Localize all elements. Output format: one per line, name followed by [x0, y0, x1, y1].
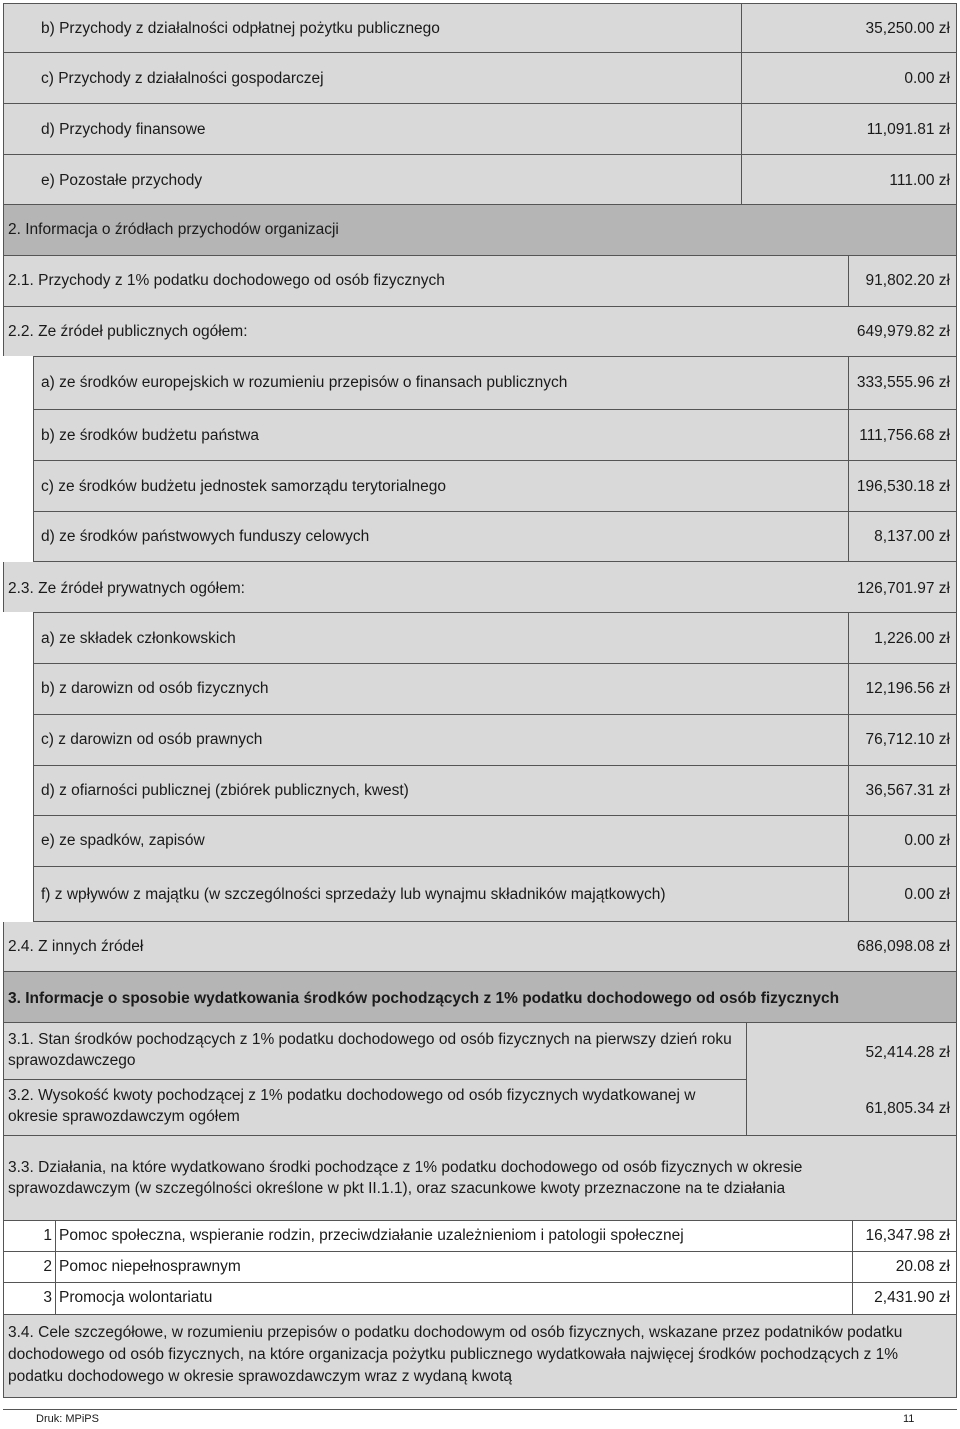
column-divider — [55, 1220, 56, 1315]
row-divider — [33, 663, 957, 664]
activity-number: 2 — [43, 1258, 52, 1275]
row-label: e) Pozostałe przychody — [41, 172, 203, 189]
row-divider — [33, 511, 957, 512]
row-value: 1,226.00 zł — [874, 630, 950, 647]
row-label: e) ze spadków, zapisów — [41, 832, 205, 849]
row-2-4 — [3, 922, 957, 971]
activity-value: 16,347.98 zł — [865, 1227, 950, 1244]
row-value: 12,196.56 zł — [865, 680, 950, 697]
activity-label: Pomoc niepełnosprawnym — [59, 1258, 241, 1275]
row-label: f) z wpływów z majątku (w szczególności sprzedaży lub wynajmu składników majątkowych) — [41, 886, 666, 903]
row-label: c) z darowizn od osób prawnych — [41, 731, 263, 748]
row-divider — [33, 866, 957, 867]
activity-label: Pomoc społeczna, wspieranie rodzin, przeciwdziałanie uzależnieniom i patologii społecznej — [59, 1227, 684, 1244]
row-divider — [3, 103, 957, 104]
column-divider — [852, 1220, 853, 1315]
row-label: a) ze składek członkowskich — [41, 630, 236, 647]
page-number: 11 — [903, 1413, 915, 1425]
items-2-3-block — [33, 612, 957, 922]
row-label: b) z darowizn od osób fizycznych — [41, 680, 269, 697]
row-divider — [33, 409, 957, 410]
row-label: a) ze środków europejskich w rozumieniu przepisów o finansach publicznych — [41, 374, 568, 391]
activity-number: 3 — [43, 1289, 52, 1306]
row-value: 0.00 zł — [904, 70, 950, 87]
row-divider — [3, 1251, 957, 1252]
row-label: b) Przychody z działalności odpłatnej pożytku publicznego — [41, 20, 440, 37]
row-divider — [33, 460, 957, 461]
row-value: 649,979.82 zł — [856, 323, 950, 340]
row-divider — [33, 765, 957, 766]
column-divider — [848, 612, 849, 922]
row-value: 8,137.00 zł — [874, 528, 950, 545]
row-divider — [3, 52, 957, 53]
row-label: d) Przychody finansowe — [41, 121, 206, 138]
row-value: 61,805.34 zł — [865, 1100, 950, 1117]
row-label: 3.1. Stan środków pochodzących z 1% podatku dochodowego od osób fizycznych na pierwszy dzień roku sprawozdawczego — [8, 1031, 732, 1069]
row-value: 35,250.00 zł — [865, 20, 950, 37]
row-label: 2.3. Ze źródeł prywatnych ogółem: — [8, 580, 245, 597]
row-divider — [3, 1079, 747, 1080]
row-label: d) ze środków państwowych funduszy celowych — [41, 528, 370, 545]
row-label: 2.1. Przychody z 1% podatku dochodowego od osób fizycznych — [8, 272, 445, 289]
row-label: d) z ofiarności publicznej (zbiórek publicznych, kwest) — [41, 782, 409, 799]
row-divider — [3, 154, 957, 155]
row-label: c) Przychody z działalności gospodarczej — [41, 70, 324, 87]
section-3-title: 3. Informacje o sposobie wydatkowania środków pochodzących z 1% podatku dochodowego od osób fizycznych — [8, 990, 840, 1007]
row-value: 196,530.18 zł — [856, 478, 950, 495]
row-value: 0.00 zł — [904, 832, 950, 849]
row-value: 686,098.08 zł — [856, 938, 950, 955]
row-divider — [33, 815, 957, 816]
activity-label: Promocja wolontariatu — [59, 1289, 213, 1306]
activity-value: 20.08 zł — [895, 1258, 950, 1275]
row-value: 52,414.28 zł — [865, 1044, 950, 1061]
row-value: 333,555.96 zł — [856, 374, 950, 391]
row-divider — [3, 1282, 957, 1283]
row-label: c) ze środków budżetu jednostek samorządu terytorialnego — [41, 478, 446, 495]
activity-number: 1 — [43, 1227, 52, 1244]
row-value: 36,567.31 zł — [865, 782, 950, 799]
print-mark: Druk: MPiPS — [36, 1413, 99, 1425]
column-divider — [741, 3, 742, 205]
row-label: 2.4. Z innych źródeł — [8, 938, 144, 955]
row-3-4-text: 3.4. Cele szczegółowe, w rozumieniu przepisów o podatku dochodowym od osób fizycznych, wskazane przez podatników podatku dochodowego od osób fizycznych, na które organizacja pożytku publicznego wydatkowała najwięcej środków pochodzących z 1% podatku dochodowego w okresie sprawozdawczym wraz z wydaną kwotą — [8, 1324, 903, 1385]
row-3-3-text: 3.3. Działania, na które wydatkowano środki pochodzące z 1% podatku dochodowego od osób fizycznych w okresie sprawozdawczym (w szczególności określone w pkt II.1.1), oraz szacunkowe kwoty przeznaczone na te działania — [8, 1159, 803, 1197]
section-2-title: 2. Informacja o źródłach przychodów organizacji — [8, 221, 339, 238]
row-value: 11,091.81 zł — [866, 121, 950, 138]
row-value: 91,802.20 zł — [865, 272, 950, 289]
row-label: b) ze środków budżetu państwa — [41, 427, 259, 444]
footer-rule — [3, 1409, 957, 1410]
row-value: 111.00 zł — [889, 172, 950, 189]
row-value: 111,756.68 zł — [859, 427, 950, 444]
row-divider — [33, 714, 957, 715]
row-label: 3.2. Wysokość kwoty pochodzącej z 1% podatku dochodowego od osób fizycznych wydatkowanej w okresie sprawozdawczym ogółem — [8, 1087, 696, 1125]
column-divider — [848, 356, 849, 562]
row-value: 126,701.97 zł — [856, 580, 950, 597]
row-value: 0.00 zł — [904, 886, 950, 903]
column-divider — [848, 256, 849, 306]
row-value: 76,712.10 zł — [865, 731, 950, 748]
row-label: 2.2. Ze źródeł publicznych ogółem: — [8, 323, 248, 340]
activity-value: 2,431.90 zł — [874, 1289, 950, 1306]
